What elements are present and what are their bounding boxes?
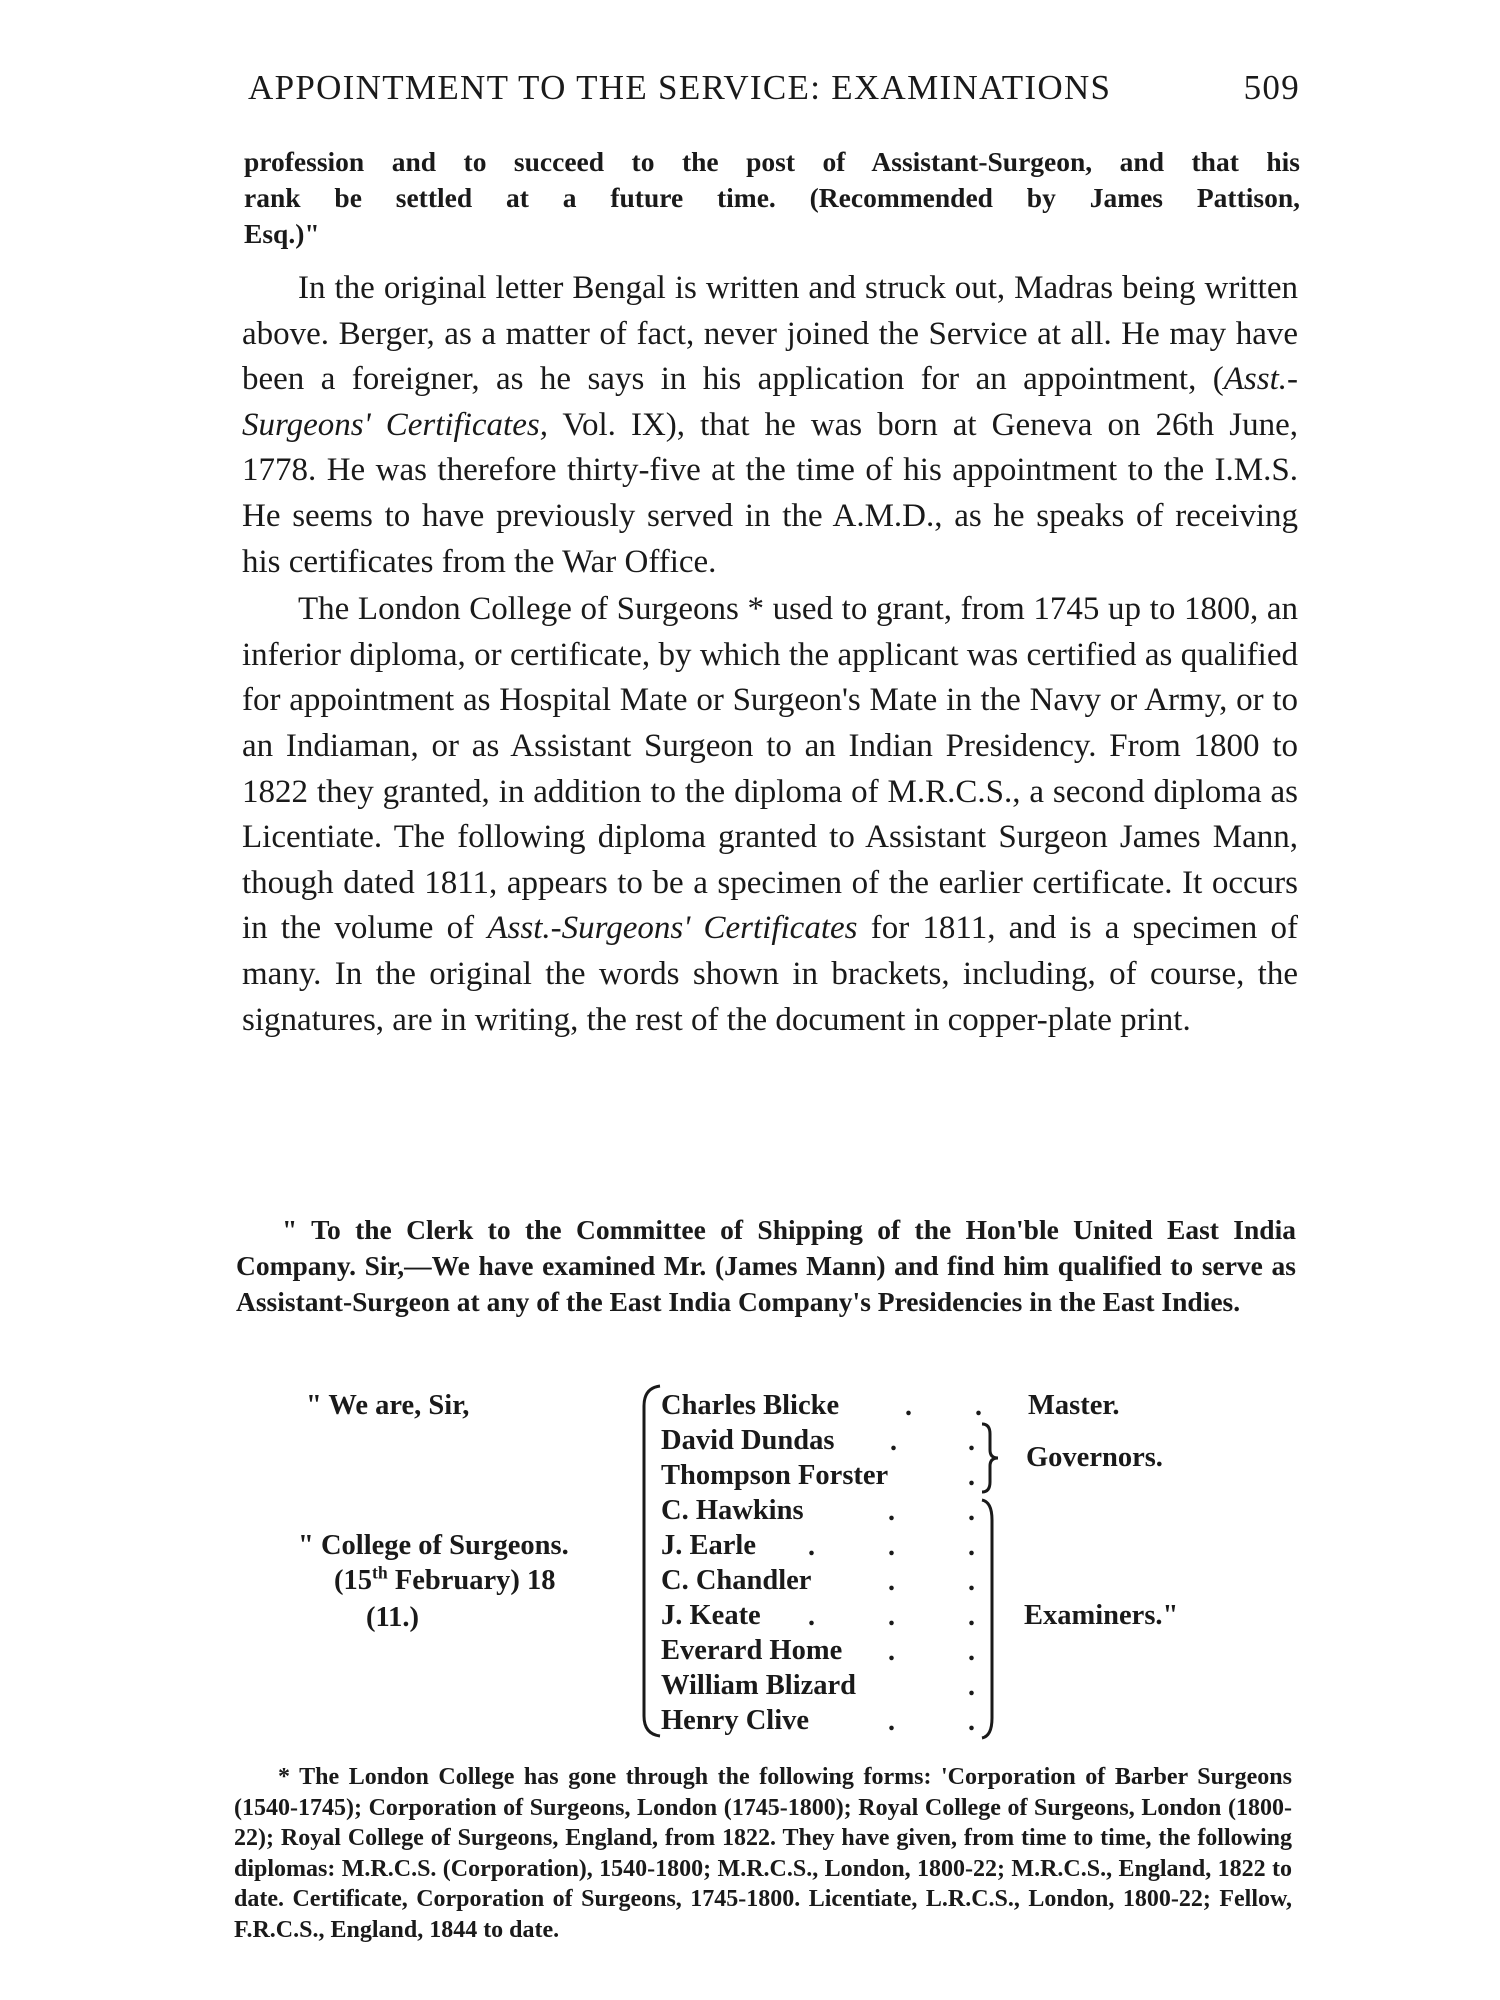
diploma-letter bbox=[236, 1212, 1296, 1320]
leader-dot: . bbox=[968, 1426, 975, 1457]
leader-dot: . bbox=[968, 1496, 975, 1527]
signatory-name: C. Chandler bbox=[661, 1565, 812, 1596]
signatory-name: Everard Home bbox=[661, 1635, 843, 1666]
leader-dot: . bbox=[968, 1636, 975, 1667]
quote-line-2: rank be settled at a future time. (Recommended by James Pattison, bbox=[244, 182, 1300, 213]
body-paragraphs bbox=[242, 266, 1298, 1043]
italic-title: Asst.-Surgeons' Certificates, bbox=[242, 361, 1298, 443]
leader-dot: . bbox=[808, 1531, 815, 1562]
paragraph-london-college: The London College of Surgeons * used to grant, from 1745 up to 1800, an inferior diploma, or certificate, by which the applicant was certified as qualified for appointment as Hospital Mate or Surgeon's Mate in the Navy or Army, or to an Indiaman, or as Assistant Surgeon to an Indian Presidency. From 1800 to 1822 they granted, in addition to the diploma of M.R.C.S., a second diploma as Licentiate. The following diploma granted to Assistant Surgeon James Mann, though dated 1811, appears to be a specimen of the earlier certificate. It occurs in the volume of Asst.-Surgeons' Certificates for 1811, and is a specimen of many. In the original the words shown in brackets, including, of course, the signatures, are in writing, the rest of the document in copper-plate print. bbox=[242, 591, 1298, 1038]
leader-dot: . bbox=[968, 1601, 975, 1632]
leader-dot: . bbox=[888, 1706, 895, 1737]
leader-dot: . bbox=[888, 1566, 895, 1597]
right-brace-icon bbox=[978, 1420, 1004, 1496]
leader-dot: . bbox=[968, 1461, 975, 1492]
leader-dot: . bbox=[888, 1636, 895, 1667]
signatory-name: William Blizard bbox=[661, 1670, 857, 1701]
leader-dot: . bbox=[808, 1601, 815, 1632]
signatory-name: C. Hawkins bbox=[661, 1495, 804, 1526]
signatory-name: J. Earle bbox=[661, 1530, 756, 1561]
signatory-name: David Dundas bbox=[661, 1425, 835, 1456]
diploma-year: (11.) bbox=[366, 1602, 420, 1633]
leader-dot: . bbox=[968, 1566, 975, 1597]
footnote bbox=[234, 1762, 1292, 1946]
role-governors: Governors. bbox=[1026, 1442, 1163, 1473]
leader-dot: . bbox=[890, 1426, 897, 1457]
letter-text: " To the Clerk to the Committee of Shipping of the Hon'ble United East India Company. Sir,—We have examined Mr. (James Mann) and find him qualified to serve as Assistant-Surgeon at any of the East India Company's Presidencies in the East Indies. bbox=[236, 1214, 1296, 1317]
right-brace-icon bbox=[978, 1496, 1004, 1742]
footnote-text: * The London College has gone through the following forms: 'Corporation of Barber Surgeons (1540-1745); Corporation of Surgeons, London (1745-1800); Royal College of Surgeons, London (1800-22); Royal College of Surgeons, England, from 1822. They have given, from time to time, the following diplomas: M.R.C.S. (Corporation), 1540-1800; M.R.C.S., London, 1800-22; M.R.C.S., England, 1822 to date. Certificate, Corporation of Surgeons, 1745-1800. Licentiate, L.R.C.S., London, 1800-22; Fellow, F.R.C.S., England, 1844 to date. bbox=[234, 1764, 1292, 1943]
signatory-name: J. Keate bbox=[661, 1600, 761, 1631]
signatory-name: Henry Clive bbox=[661, 1705, 810, 1736]
role-examiners: Examiners." bbox=[1024, 1600, 1179, 1631]
college-place: " College of Surgeons. bbox=[298, 1530, 569, 1561]
chapter-title: APPOINTMENT TO THE SERVICE: EXAMINATIONS bbox=[248, 68, 1112, 107]
diploma-date: (15th February) 18 bbox=[334, 1562, 556, 1596]
signatory-name: Thompson Forster bbox=[661, 1460, 889, 1491]
signatory-name: Charles Blicke bbox=[661, 1390, 840, 1421]
leader-dot: . bbox=[888, 1531, 895, 1562]
quoted-letter-end bbox=[244, 144, 1300, 252]
leader-dot: . bbox=[888, 1496, 895, 1527]
quote-line-3: Esq.)" bbox=[244, 218, 320, 249]
salutation: " We are, Sir, bbox=[306, 1390, 470, 1421]
page-number: 509 bbox=[1243, 68, 1300, 107]
leader-dot: . bbox=[968, 1531, 975, 1562]
leader-dot: . bbox=[888, 1601, 895, 1632]
leader-dot: . bbox=[968, 1706, 975, 1737]
italic-title: Asst.-Surgeons' Certificates bbox=[487, 910, 858, 947]
left-brace-icon bbox=[630, 1382, 666, 1740]
running-header bbox=[248, 62, 1300, 114]
leader-dot: . bbox=[968, 1671, 975, 1702]
leader-dot: . bbox=[975, 1391, 982, 1422]
quote-line-1: profession and to succeed to the post of Assistant-Surgeon, and that his bbox=[244, 146, 1300, 177]
leader-dot: . bbox=[905, 1391, 912, 1422]
role-master: Master. bbox=[1028, 1390, 1120, 1421]
paragraph-berger: In the original letter Bengal is written and struck out, Madras being written above. Berger, as a matter of fact, never joined the Service at all. He may have been a foreigner, as he says in his application for an appointment, (Asst.-Surgeons' Certificates, Vol. IX), that he was born at Geneva on 26th June, 1778. He was therefore thirty-five at the time of his appointment to the I.M.S. He seems to have previously served in the A.M.D., as he speaks of receiving his certificates from the War Office. bbox=[242, 270, 1298, 580]
